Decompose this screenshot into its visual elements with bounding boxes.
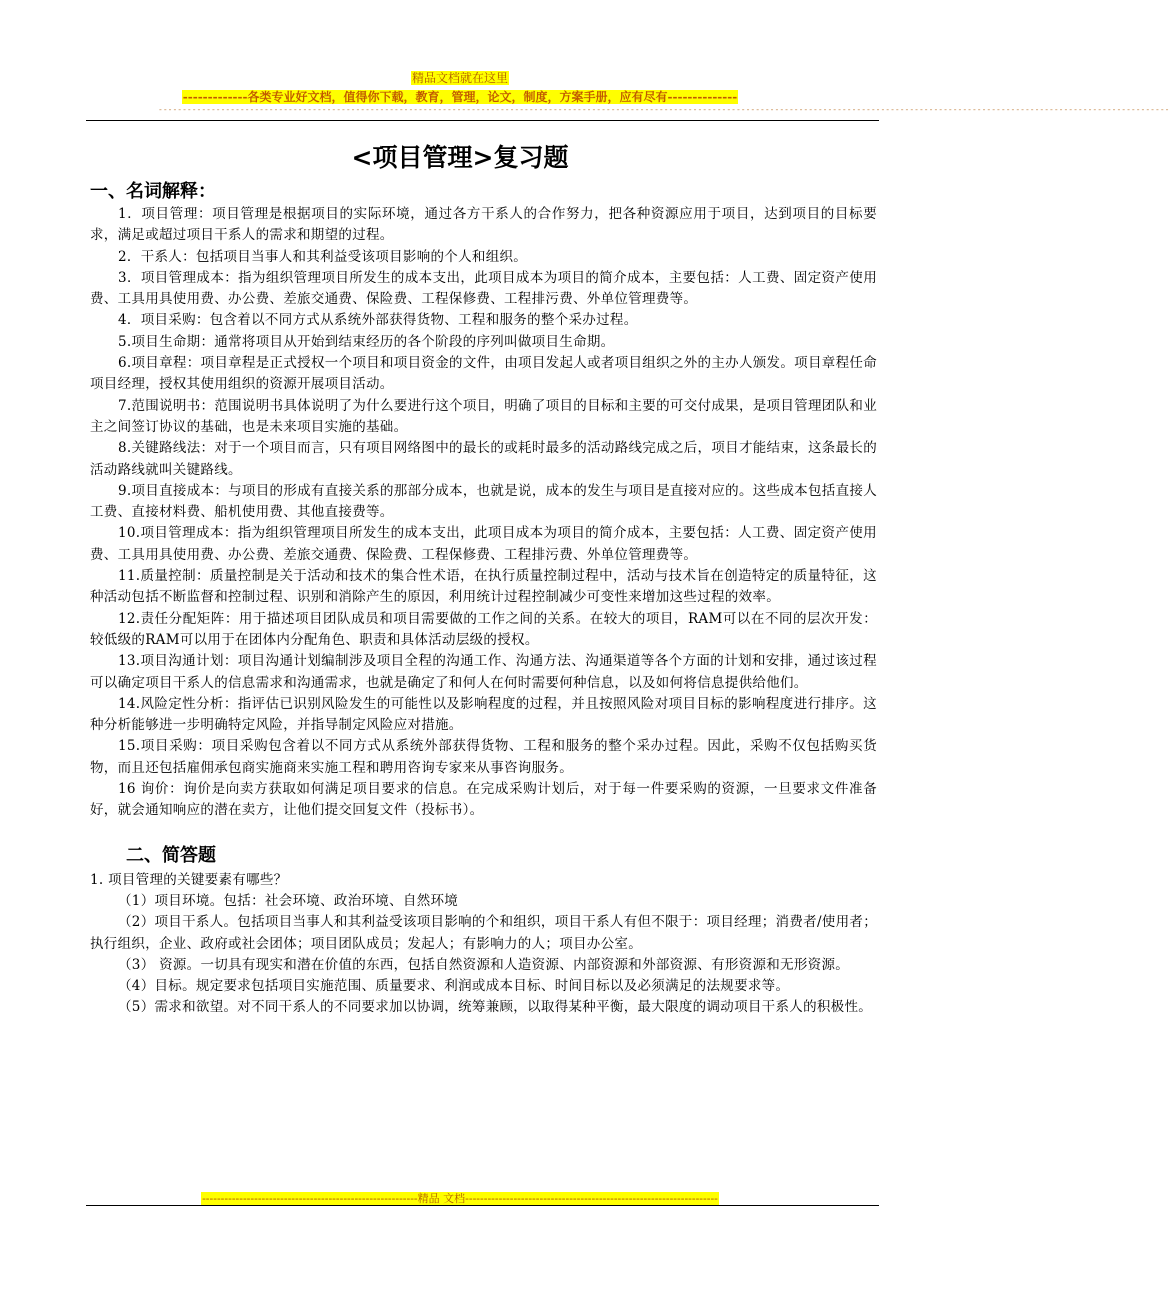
term-item: 10.项目管理成本：指为组织管理项目所发生的成本支出，此项目成本为项目的简介成本，主要包括：人工费、固定资产使用费、工具用具使用费、办公费、差旅交通费、保险费、工程保修费、工程排污费、外单位管理费等。: [90, 525, 877, 563]
term-item: 5.项目生命期：通常将项目从开始到结束经历的各个阶段的序列叫做项目生命期。: [118, 333, 615, 350]
document-body: [90, 180, 877, 1019]
term-item: 6.项目章程：项目章程是正式授权一个项目和项目资金的文件，由项目发起人或者项目组织之外的主办人颁发。项目章程任命项目经理，授权其使用组织的资源开展项目活动。: [90, 355, 877, 393]
section2-heading: 二、简答题: [126, 844, 216, 866]
footer-text: ----------------------------------------------------------精品 文档--------------------------------------------------------------------: [202, 1192, 718, 1205]
header-line1: 精品文档就在这里: [411, 71, 508, 85]
section1-heading: 一、名词解释：: [90, 181, 216, 202]
footer-banner: [0, 1187, 920, 1206]
term-item: 3．项目管理成本：指为组织管理项目所发生的成本支出，此项目成本为项目的简介成本，主要包括：人工费、固定资产使用费、工具用具使用费、办公费、差旅交通费、保险费、工程保修费、工程排污费、外单位管理费等。: [90, 269, 877, 308]
header-rule: [86, 120, 879, 121]
section1-list: [90, 204, 877, 822]
header-banner-top: [0, 67, 920, 86]
term-item: 7.范围说明书：范围说明书具体说明了为什么要进行这个项目，明确了项目的目标和主要的可交付成果，是项目管理团队和业主之间签订协议的基础，也是未来项目实施的基础。: [90, 397, 877, 435]
header-line2: -------------各类专业好文档，值得你下载，教育，管理，论文，制度，方案手册，应有尽有--------------: [182, 90, 738, 104]
term-item: 13.项目沟通计划：项目沟通计划编制涉及项目全程的沟通工作、沟通方法、沟通渠道等各个方面的计划和安排，通过该过程可以确定项目干系人的信息需求和沟通需求，也就是确定了和何人在何时需要何种信息，以及如何将信息提供给他们。: [90, 653, 877, 691]
document-title: <项目管理>复习题: [351, 143, 569, 172]
answer-item: （5）需求和欲望。对不同干系人的不同要求加以协调，统筹兼顾，以取得某种平衡，最大限度的调动项目干系人的积极性。: [118, 999, 873, 1016]
term-item: 2．干系人：包括项目当事人和其利益受该项目影响的个人和组织。: [118, 248, 528, 265]
question-item: 1. 项目管理的关键要素有哪些？: [90, 871, 288, 888]
term-item: 12.责任分配矩阵：用于描述项目团队成员和项目需要做的工作之间的关系。在较大的项目，RAM可以在不同的层次开发：较低级的RAM可以用于在团体内分配角色、职责和具体活动层级的授权。: [90, 610, 877, 648]
header-dash-line: ------------------------------------------------------------------------------------------------------------------------------------------------------------------------------------------------------------------: [158, 105, 1169, 114]
term-item: 9.项目直接成本：与项目的形成有直接关系的那部分成本，也就是说，成本的发生与项目是直接对应的。这些成本包括直接人工费、直接材料费、船机使用费、其他直接费等。: [90, 482, 877, 521]
answer-item: （2）项目干系人。包括项目当事人和其利益受该项目影响的个和组织，项目干系人有但不限于：项目经理；消费者/使用者；执行组织，企业、政府或社会团体；项目团队成员；发起人；有影响力的人；项目办公室。: [90, 914, 877, 952]
term-item: 1．项目管理：项目管理是根据项目的实际环境，通过各方干系人的合作努力，把各种资源应用于项目，达到项目的目标要求，满足或超过项目干系人的需求和期望的过程。: [90, 206, 877, 244]
term-item: 11.质量控制：质量控制是关于活动和技术的集合性术语，在执行质量控制过程中，活动与技术旨在创造特定的质量特征，这种活动包括不断监督和控制过程、识别和消除产生的原因，利用统计过程控制减少可变性来增加这些过程的效率。: [90, 568, 877, 606]
term-item: 15.项目采购：项目采购包含着以不同方式从系统外部获得货物、工程和服务的整个采办过程。因此，采购不仅包括购买货物，而且还包括雇佣承包商实施商来实施工程和聘用咨询专家来从事咨询服务。: [90, 738, 877, 776]
term-item: 14.风险定性分析：指评估已识别风险发生的可能性以及影响程度的过程，并且按照风险对项目目标的影响程度进行排序。这种分析能够进一步明确特定风险，并指导制定风险应对措施。: [90, 695, 877, 734]
answer-item: （1）项目环境。包括：社会环境、政治环境、自然环境: [118, 892, 459, 909]
answer-item: （4）目标。规定要求包括项目实施范围、质量要求、利润或成本目标、时间目标以及必须满足的法规要求等。: [118, 978, 790, 995]
header-banner-slogan: [0, 86, 920, 105]
term-item: 4．项目采购：包含着以不同方式从系统外部获得货物、工程和服务的整个采办过程。: [118, 312, 638, 329]
term-item: 8.关键路线法：对于一个项目而言，只有项目网络图中的最长的或耗时最多的活动路线完成之后，项目才能结束，这条最长的活动路线就叫关键路线。: [90, 440, 877, 478]
answer-list: [90, 891, 877, 1019]
footer-rule: [86, 1205, 879, 1206]
term-item: 16 询价：询价是向卖方获取如何满足项目要求的信息。在完成采购计划后，对于每一件要采购的资源，一旦要求文件准备好，就会通知响应的潜在卖方，让他们提交回复文件（投标书）。: [90, 781, 877, 819]
answer-item: （3） 资源。一切具有现实和潜在价值的东西，包括自然资源和人造资源、内部资源和外部资源、有形资源和无形资源。: [118, 956, 850, 973]
